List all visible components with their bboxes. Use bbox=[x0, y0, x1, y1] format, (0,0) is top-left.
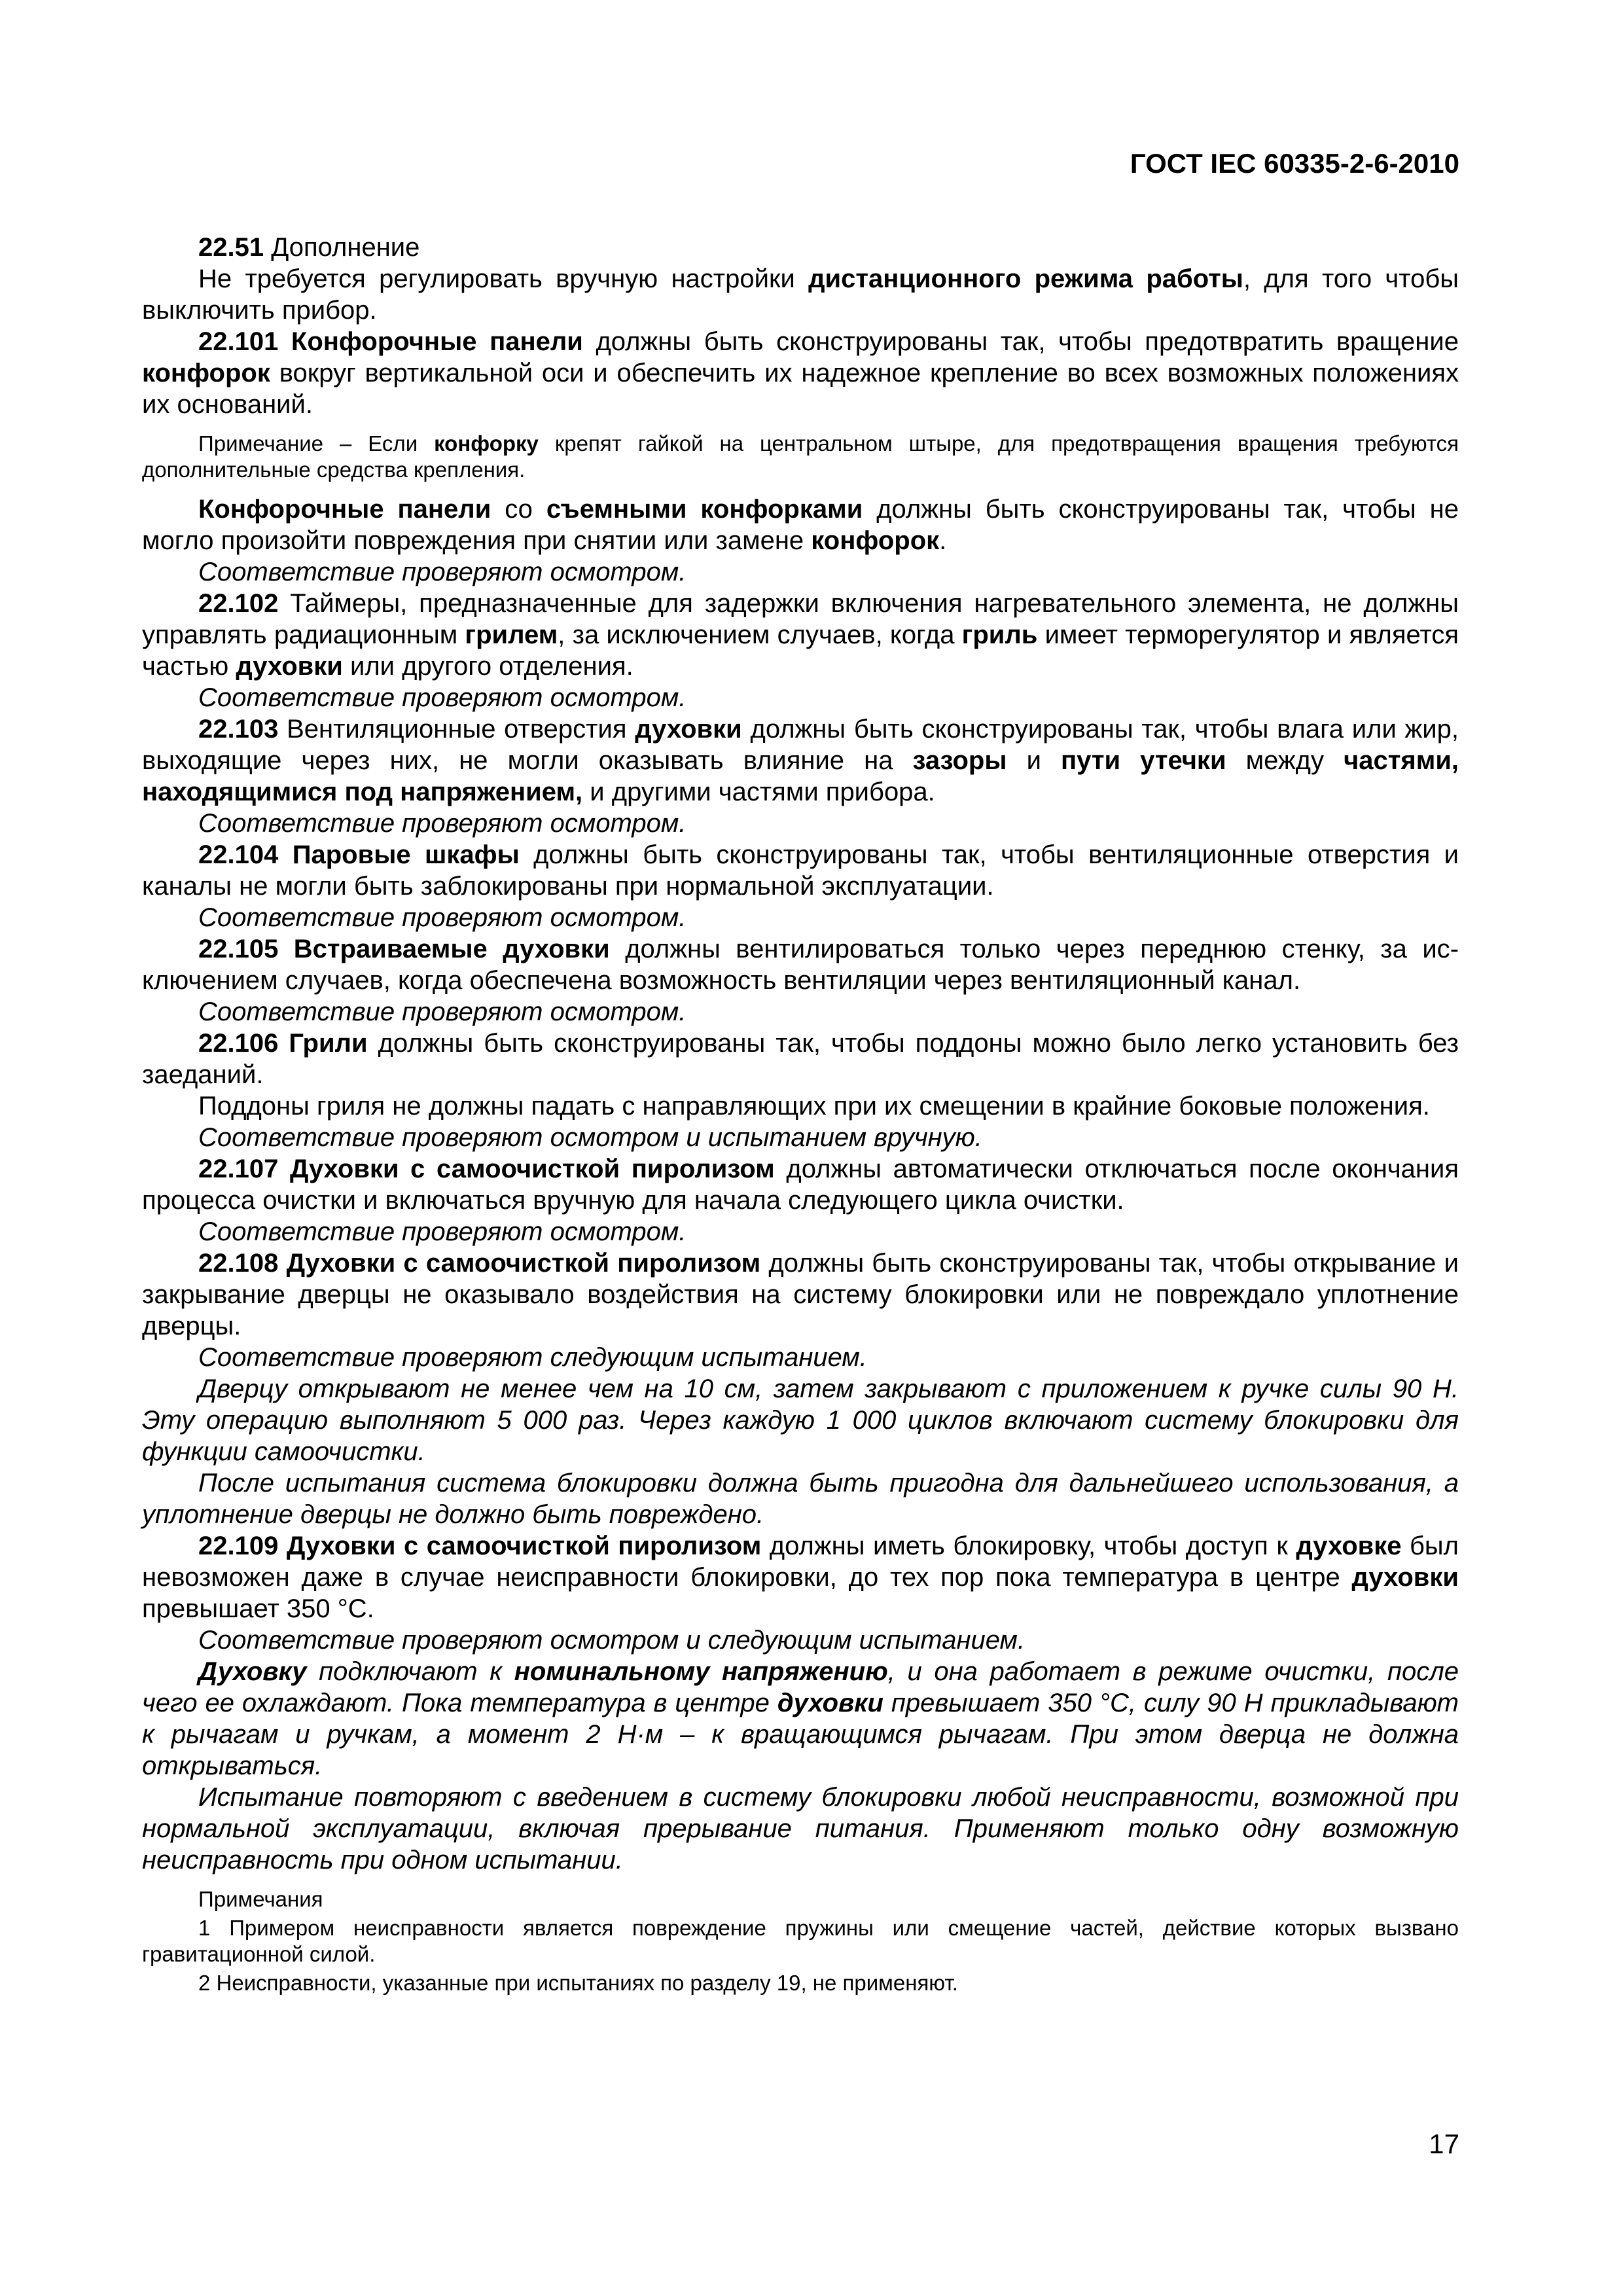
body-paragraph bbox=[142, 933, 1459, 996]
body-paragraph bbox=[142, 1530, 1459, 1624]
italic-paragraph bbox=[142, 556, 1459, 588]
bold-term: гриль bbox=[961, 620, 1038, 649]
text-run: , и она работает в режиме очистки, после чего ее охлаждают. Пока температура в центре bbox=[142, 1657, 1459, 1717]
text-run: Таймеры, предназначенные для задержки включения нагревательного элемента, не должны управлять радиационным bbox=[142, 589, 1459, 649]
italic-paragraph bbox=[142, 682, 1459, 713]
bold-term: съемными конфорками bbox=[546, 495, 863, 524]
text-run: должны быть сконструированы так, чтобы влага или жир, выходящие через них, не могли оказывать влияние на bbox=[142, 715, 1459, 775]
text-run: Соответствие проверяют осмотром. bbox=[198, 903, 687, 932]
body-paragraph bbox=[142, 493, 1459, 556]
body-paragraph bbox=[142, 263, 1459, 326]
bold-term: грилем bbox=[465, 620, 558, 649]
text-run: должны вентилироваться только через переднюю стенку, за исключением случаев, когда обеспечена возможность вентиляции через вентиляционный канал. bbox=[142, 935, 1459, 995]
text-run: вокруг вертикальной оси и обеспечить их надежное крепление во всех возможных положениях их оснований. bbox=[142, 359, 1459, 419]
text-run: После испытания система блокировки должна быть пригодна для дальнейшего использования, а уплотнение дверцы не должно быть повреждено. bbox=[142, 1469, 1459, 1529]
bold-term: 22.107 Духовки с самоочисткой пиролизом bbox=[198, 1155, 775, 1183]
text-run: и другими частями прибора. bbox=[582, 778, 935, 806]
text-run: , для того чтобы выключить прибор. bbox=[142, 264, 1459, 325]
italic-paragraph bbox=[142, 1373, 1459, 1467]
text-run: должны быть сконструированы так, чтобы поддоны можно было легко установить без заеданий. bbox=[142, 1029, 1459, 1089]
text-run: Дверцу открывают не менее чем на 10 см, затем закрывают с приложением к ручке силы 90 Н. Эту операцию выполняют 5 000 раз. Через каждую 1 000 циклов включают систему блокировки для функции самоочистки. bbox=[142, 1374, 1459, 1466]
note-paragraph bbox=[142, 1970, 1459, 1996]
text-run: со bbox=[491, 495, 546, 524]
body-paragraph bbox=[142, 1247, 1459, 1342]
bold-term: Духовку bbox=[198, 1657, 307, 1686]
bold-term: 22.102 bbox=[198, 589, 279, 618]
note-paragraph bbox=[142, 1886, 1459, 1912]
bold-term: 22.104 Паровые шкафы bbox=[198, 840, 520, 869]
italic-paragraph bbox=[142, 1467, 1459, 1530]
body-paragraph bbox=[142, 1153, 1459, 1216]
note-paragraph bbox=[142, 1915, 1459, 1967]
bold-term: 22.103 bbox=[198, 715, 279, 744]
bold-term: конфорок bbox=[142, 359, 270, 387]
text-run: Вентиляционные отверстия bbox=[278, 715, 635, 744]
bold-term: конфорок bbox=[811, 526, 940, 555]
italic-paragraph bbox=[142, 1656, 1459, 1782]
bold-term: 22.51 bbox=[198, 233, 264, 262]
text-run: был невозможен даже в случае неисправности блокировки, до тех пор пока температура в центре bbox=[142, 1532, 1459, 1592]
page-number: 17 bbox=[1429, 2128, 1459, 2159]
text-run: имеет терморегулятор и является частью bbox=[142, 620, 1459, 681]
body-paragraph bbox=[142, 713, 1459, 808]
text-run: . bbox=[939, 526, 947, 555]
text-run: Соответствие проверяют осмотром. bbox=[198, 683, 687, 712]
body-paragraph bbox=[142, 1090, 1459, 1122]
text-run: 2 Неисправности, указанные при испытаниях по разделу 19, не применяют. bbox=[198, 1971, 958, 1995]
text-run: между bbox=[1226, 746, 1344, 775]
bold-term: 22.106 Грили bbox=[198, 1029, 368, 1058]
body-paragraph bbox=[142, 326, 1459, 420]
text-run: должны автоматически отключаться после окончания процесса очистки и включаться вручную для начала следующего цикла очистки. bbox=[142, 1155, 1459, 1215]
text-run: Соответствие проверяют осмотром и следующим испытанием. bbox=[198, 1626, 1026, 1655]
italic-paragraph bbox=[142, 902, 1459, 933]
bold-term: дистанционного режима работы bbox=[808, 264, 1243, 293]
text-run: 1 Примером неисправности является повреждение пружины или смещение частей, действие которых вызвано гравитационной силой. bbox=[142, 1916, 1459, 1966]
bold-term: частями, находящимися под напряжением, bbox=[142, 746, 1459, 806]
italic-paragraph bbox=[142, 808, 1459, 839]
text-run: Соответствие проверяют осмотром. bbox=[198, 997, 687, 1026]
text-run: и bbox=[1007, 746, 1061, 775]
italic-paragraph bbox=[142, 996, 1459, 1028]
text-run: Примечания bbox=[198, 1887, 323, 1911]
text-run: Поддоны гриля не должны падать с направляющих при их смещении в крайние боковые положения. bbox=[198, 1092, 1430, 1121]
italic-paragraph bbox=[142, 1216, 1459, 1247]
text-run: превышает 350 °С. bbox=[142, 1594, 374, 1623]
bold-term: 22.108 Духовки с самоочисткой пиролизом bbox=[198, 1249, 761, 1278]
text-run: Примечание – Если bbox=[198, 431, 435, 456]
text-run: , за исключением случаев, когда bbox=[558, 620, 962, 649]
italic-paragraph bbox=[142, 1342, 1459, 1373]
note-paragraph bbox=[142, 431, 1459, 483]
bold-term: 22.101 Конфорочные панели bbox=[198, 327, 583, 356]
bold-term: духовки bbox=[635, 715, 742, 744]
italic-paragraph bbox=[142, 1122, 1459, 1153]
page-body bbox=[142, 232, 1459, 1996]
text-run: Не требуется регулировать вручную настройки bbox=[198, 264, 809, 293]
text-run: должны иметь блокировку, чтобы доступ к bbox=[761, 1532, 1296, 1560]
bold-term: 22.105 Встраиваемые духовки bbox=[198, 935, 610, 963]
bold-term: духовки bbox=[777, 1689, 883, 1717]
text-run: Соответствие проверяют следующим испытанием. bbox=[198, 1343, 867, 1372]
body-paragraph bbox=[142, 839, 1459, 902]
text-run: Дополнение bbox=[264, 233, 420, 262]
text-run: Соответствие проверяют осмотром. bbox=[198, 558, 687, 586]
body-paragraph bbox=[142, 232, 1459, 263]
text-run: должны быть сконструированы так, чтобы открывание и закрывание дверцы не оказывало воздействия на систему блокировки или не повреждало уплотнение дверцы. bbox=[142, 1249, 1459, 1340]
bold-term: конфорку bbox=[434, 431, 539, 456]
text-run: Испытание повторяют с введением в систему блокировки любой неисправности, возможной при нормальной эксплуатации, включая прерывание питания. Применяют только одну возможную неисправность при одном испытании. bbox=[142, 1783, 1459, 1874]
bold-term: Конфорочные панели bbox=[198, 495, 491, 524]
body-paragraph bbox=[142, 1028, 1459, 1090]
italic-paragraph bbox=[142, 1782, 1459, 1876]
bold-term: зазоры bbox=[912, 746, 1007, 775]
bold-term: номинальному напряжению bbox=[514, 1657, 888, 1686]
text-run: Соответствие проверяют осмотром. bbox=[198, 1217, 687, 1246]
bold-term: 22.109 Духовки с самоочисткой пиролизом bbox=[198, 1532, 762, 1560]
body-paragraph bbox=[142, 588, 1459, 682]
bold-term: духовки bbox=[1351, 1563, 1459, 1592]
text-run: превышает 350 °С, силу 90 Н прикладывают к рычагам и ручкам, а момент 2 Н·м – к вращающимся рычагам. При этом дверца не должна открываться. bbox=[142, 1689, 1459, 1780]
text-run: Соответствие проверяют осмотром и испытанием вручную. bbox=[198, 1123, 982, 1152]
document-code-header: ГОСТ IEC 60335-2-6-2010 bbox=[1130, 148, 1459, 179]
text-run: должны быть сконструированы так, чтобы предотвратить вращение bbox=[582, 327, 1459, 356]
text-run: должны быть сконструированы так, чтобы не могло произойти повреждения при снятии или замене bbox=[142, 495, 1459, 555]
text-run: или другого отделения. bbox=[342, 652, 633, 681]
text-run: крепят гайкой на центральном штыре, для предотвращения вращения требуются дополнительные средства крепления. bbox=[142, 431, 1459, 482]
text-run: подключают к bbox=[306, 1657, 514, 1686]
bold-term: пути утечки bbox=[1061, 746, 1226, 775]
bold-term: духовки bbox=[236, 652, 343, 681]
text-run: должны быть сконструированы так, чтобы вентиляционные отверстия и каналы не могли быть заблокированы при нормальной эксплуатации. bbox=[142, 840, 1459, 901]
italic-paragraph bbox=[142, 1624, 1459, 1656]
bold-term: духовке bbox=[1296, 1532, 1402, 1560]
text-run: Соответствие проверяют осмотром. bbox=[198, 809, 687, 838]
